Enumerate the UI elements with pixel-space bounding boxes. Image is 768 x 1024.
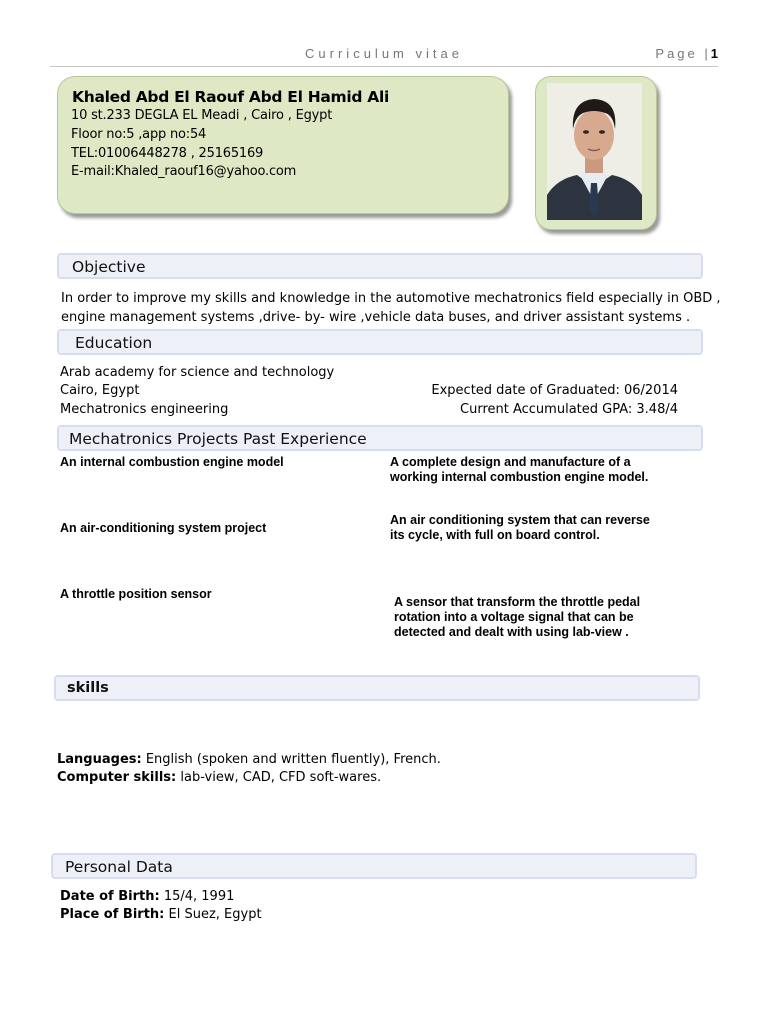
personal-heading: Personal Data — [65, 858, 173, 876]
project-desc-3-line-1: A sensor that transform the throttle pedal — [394, 595, 641, 609]
dob-label: Date of Birth: — [60, 889, 160, 904]
education-heading: Education — [75, 334, 153, 352]
skills-heading: skills — [67, 680, 109, 696]
dob-value: 15/4, 1991 — [159, 889, 235, 904]
objective-text-line-1: In order to improve my skills and knowledge in the automotive mechatronics field especially in OBD , — [61, 291, 721, 306]
address-line: 10 st.233 DEGLA EL Meadi , Cairo , Egypt — [71, 108, 333, 123]
page-number: 1 — [710, 46, 718, 61]
projects-heading: Mechatronics Projects Past Experience — [69, 430, 367, 448]
education-location: Cairo, Egypt — [60, 383, 140, 398]
place-of-birth-line — [60, 907, 262, 922]
computer-skills-label: Computer skills: — [57, 770, 177, 785]
page-label: Page | — [655, 46, 711, 61]
objective-section-bar — [57, 253, 703, 279]
project-desc-2 — [390, 513, 690, 543]
applicant-photo — [547, 83, 642, 220]
education-school: Arab academy for science and technology — [60, 365, 335, 380]
project-desc-1-line-2: working internal combustion engine model. — [390, 470, 649, 484]
project-title-3: A throttle position sensor — [60, 587, 212, 601]
education-section-bar — [57, 329, 703, 355]
education-major: Mechatronics engineering — [60, 402, 229, 417]
project-desc-3-line-3: detected and dealt with using lab-view . — [394, 625, 629, 639]
project-desc-2-line-1: An air conditioning system that can reverse — [390, 513, 650, 527]
email-line: E-mail:Khaled_raouf16@yahoo.com — [71, 164, 297, 179]
portrait-illustration — [547, 83, 642, 220]
project-desc-1 — [390, 455, 690, 485]
pob-label: Place of Birth: — [60, 907, 165, 922]
languages-line — [57, 752, 441, 767]
floor-line: Floor no:5 ,app no:54 — [71, 127, 207, 142]
pob-value: El Suez, Egypt — [164, 907, 262, 922]
computer-skills-line — [57, 770, 381, 785]
graduation-date: Expected date of Graduated: 06/2014 — [431, 383, 678, 398]
project-desc-3-line-2: rotation into a voltage signal that can be — [394, 610, 634, 624]
objective-heading: Objective — [72, 258, 146, 276]
page-indicator — [655, 46, 718, 61]
skills-section-bar — [54, 675, 700, 701]
personal-section-bar — [51, 853, 697, 879]
project-desc-1-line-1: A complete design and manufacture of a — [390, 455, 631, 469]
project-title-1: An internal combustion engine model — [60, 455, 284, 469]
date-of-birth-line — [60, 889, 234, 904]
telephone-line: TEL:01006448278 , 25165169 — [71, 146, 264, 161]
project-desc-2-line-2: its cycle, with full on board control. — [390, 528, 600, 542]
languages-value: English (spoken and written fluently), French. — [141, 752, 441, 767]
applicant-name: Khaled Abd El Raouf Abd El Hamid Ali — [72, 88, 390, 106]
objective-text-line-2: engine management systems ,drive- by- wire ,vehicle data buses, and driver assistant systems . — [61, 310, 691, 325]
languages-label: Languages: — [57, 752, 142, 767]
header-divider — [50, 66, 718, 67]
project-desc-3 — [394, 595, 694, 640]
projects-section-bar — [57, 425, 703, 451]
computer-skills-value: lab-view, CAD, CFD soft-wares. — [176, 770, 382, 785]
project-title-2: An air-conditioning system project — [60, 521, 267, 535]
gpa-value: Current Accumulated GPA: 3.48/4 — [460, 402, 678, 417]
document-header-title: Curriculum vitae — [305, 46, 463, 61]
